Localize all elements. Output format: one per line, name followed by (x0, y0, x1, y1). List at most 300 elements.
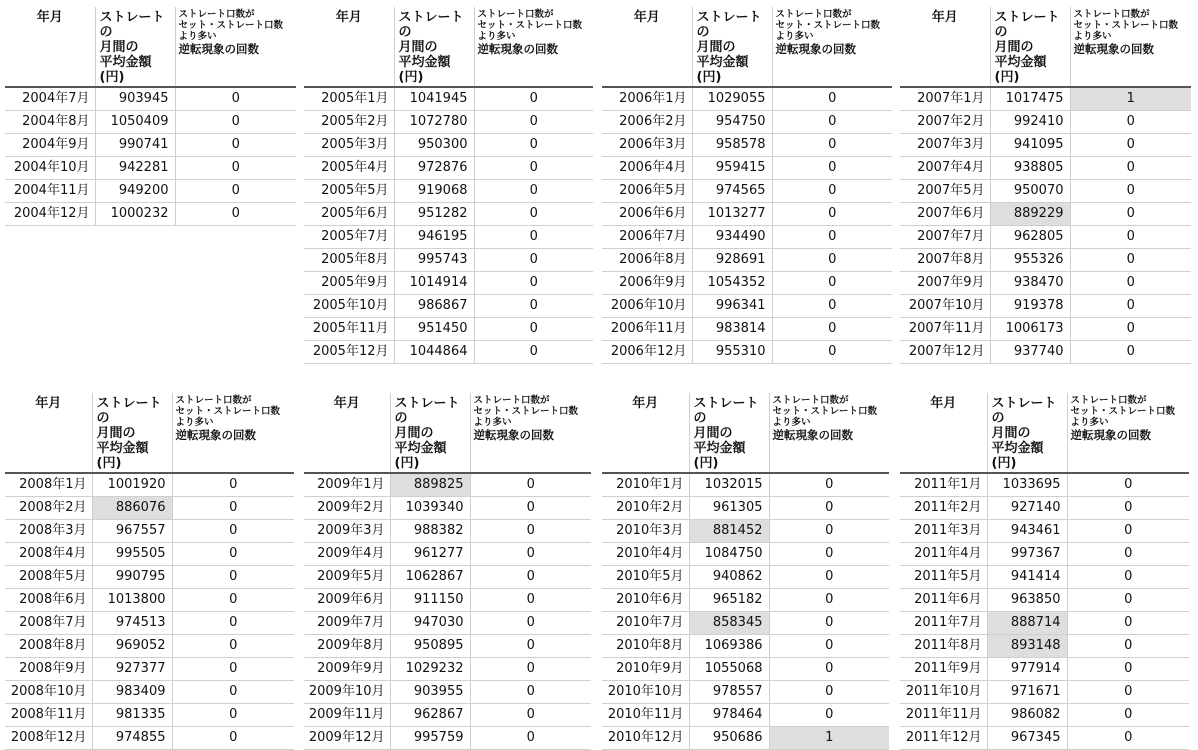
year-month-cell: 2005年9月 (304, 271, 394, 294)
year-month-cell: 2009年9月 (304, 657, 390, 680)
table-row (900, 317, 1191, 340)
reversal-count-cell: 0 (1070, 340, 1191, 363)
average-amount-cell: 1000232 (95, 202, 175, 225)
header-line: 月間の (96, 425, 136, 441)
reversal-count-cell: 0 (172, 657, 294, 680)
average-amount-cell: 938805 (990, 156, 1070, 179)
average-amount-cell: 942281 (95, 156, 175, 179)
reversal-count-cell: 0 (772, 133, 892, 156)
average-amount-cell: 1050409 (95, 110, 175, 133)
header-row (304, 393, 591, 473)
header-average-amount (390, 393, 470, 473)
average-amount-cell: 1013800 (92, 588, 172, 611)
reversal-count-cell: 0 (1070, 294, 1191, 317)
year-month-cell: 2005年8月 (304, 248, 394, 271)
header-reversal-count (175, 7, 296, 87)
average-amount-cell: 919378 (990, 294, 1070, 317)
header-average-amount (987, 393, 1067, 473)
year-month-cell: 2010年6月 (602, 588, 689, 611)
year-month-cell: 2007年12月 (900, 340, 990, 363)
header-line: 逆転現象の回数 (178, 41, 259, 56)
average-amount-cell: 950895 (390, 634, 470, 657)
year-month-cell: 2004年11月 (5, 179, 95, 202)
average-amount-cell: 1029232 (390, 657, 470, 680)
year-month-cell: 2007年1月 (900, 87, 990, 111)
year-month-cell: 2008年11月 (5, 703, 92, 726)
year-month-cell: 2011年2月 (900, 496, 987, 519)
table-row (900, 588, 1189, 611)
reversal-count-cell: 0 (772, 179, 892, 202)
reversal-count-cell: 0 (470, 657, 591, 680)
header-line: ストレートの (394, 396, 460, 426)
average-amount-cell: 1017475 (990, 87, 1070, 111)
year-month-cell: 2007年4月 (900, 156, 990, 179)
reversal-count-cell: 0 (172, 519, 294, 542)
header-row (900, 7, 1191, 87)
average-amount-cell: 946195 (394, 225, 474, 248)
reversal-count-cell: 0 (1067, 496, 1189, 519)
year-month-cell: 2007年7月 (900, 225, 990, 248)
average-amount-cell: 881452 (689, 519, 769, 542)
reversal-count-cell: 0 (1067, 588, 1189, 611)
reversal-count-cell: 0 (1067, 726, 1189, 749)
header-reversal-count (1067, 393, 1189, 473)
year-month-cell: 2011年5月 (900, 565, 987, 588)
reversal-count-cell: 0 (175, 202, 296, 225)
reversal-count-cell: 0 (769, 588, 889, 611)
year-month-cell: 2011年4月 (900, 542, 987, 565)
year-month-cell: 2007年6月 (900, 202, 990, 225)
table-row (900, 248, 1191, 271)
table-row (304, 473, 591, 497)
average-amount-cell: 971671 (987, 680, 1067, 703)
year-month-cell: 2004年8月 (5, 110, 95, 133)
reversal-count-cell: 0 (474, 110, 593, 133)
header-line: セット・ストレート口数 (178, 19, 284, 31)
table-row (304, 542, 591, 565)
reversal-count-cell: 0 (474, 294, 593, 317)
average-amount-cell: 1029055 (692, 87, 772, 111)
header-line: ストレートの (696, 10, 762, 40)
year-month-cell: 2010年8月 (602, 634, 689, 657)
average-amount-cell: 972876 (394, 156, 474, 179)
table-row (5, 680, 294, 703)
year-month-cell: 2009年7月 (304, 611, 390, 634)
year-month-cell: 2008年7月 (5, 611, 92, 634)
table-row (900, 156, 1191, 179)
average-amount-cell: 858345 (689, 611, 769, 634)
average-amount-cell: 995759 (390, 726, 470, 749)
year-month-cell: 2009年12月 (304, 726, 390, 749)
year-month-cell: 2009年2月 (304, 496, 390, 519)
year-month-cell: 2010年2月 (602, 496, 689, 519)
header-line: 月間の (99, 39, 139, 55)
table-row (5, 110, 296, 133)
year-month-cell: 2008年8月 (5, 634, 92, 657)
reversal-count-cell: 0 (175, 179, 296, 202)
average-amount-cell: 903955 (390, 680, 470, 703)
table-row (5, 519, 294, 542)
header-line: 月間の (696, 39, 736, 55)
average-amount-cell: 950300 (394, 133, 474, 156)
header-year-month: 年月 (900, 393, 987, 473)
year-month-cell: 2010年11月 (602, 703, 689, 726)
year-month-cell: 2006年12月 (602, 340, 692, 363)
average-amount-cell: 937740 (990, 340, 1070, 363)
reversal-count-cell: 0 (1067, 565, 1189, 588)
table-row (900, 634, 1189, 657)
reversal-count-cell: 0 (772, 202, 892, 225)
table-row (900, 110, 1191, 133)
year-month-cell: 2008年12月 (5, 726, 92, 749)
data-table (304, 393, 591, 750)
year-month-cell: 2007年2月 (900, 110, 990, 133)
header-average-amount (692, 7, 772, 87)
reversal-count-cell: 0 (1067, 473, 1189, 497)
reversal-count-cell: 1 (1070, 87, 1191, 111)
reversal-count-cell: 0 (1070, 202, 1191, 225)
table-row (602, 634, 889, 657)
reversal-count-cell: 0 (1070, 133, 1191, 156)
average-amount-cell: 995743 (394, 248, 474, 271)
table-row (602, 156, 892, 179)
table-row (602, 657, 889, 680)
header-line: セット・ストレート口数 (772, 405, 878, 417)
reversal-count-cell: 0 (1070, 248, 1191, 271)
header-line: 平均金額(円) (99, 54, 152, 85)
table-row (602, 473, 889, 497)
reversal-count-cell: 0 (470, 496, 591, 519)
header-line: ストレート口数が (775, 9, 852, 20)
header-line: ストレート口数が (772, 395, 849, 406)
average-amount-cell: 978464 (689, 703, 769, 726)
table-row (5, 87, 296, 111)
reversal-count-cell: 0 (474, 202, 593, 225)
header-line: 逆転現象の回数 (175, 427, 256, 442)
year-month-cell: 2004年10月 (5, 156, 95, 179)
table-row (900, 202, 1191, 225)
year-month-cell: 2009年1月 (304, 473, 390, 497)
year-month-cell: 2004年9月 (5, 133, 95, 156)
table-row (900, 542, 1189, 565)
year-month-cell: 2011年10月 (900, 680, 987, 703)
header-line: より多い (473, 416, 512, 428)
year-month-cell: 2009年5月 (304, 565, 390, 588)
reversal-count-cell: 0 (172, 634, 294, 657)
reversal-count-cell: 0 (772, 110, 892, 133)
header-line: セット・ストレート口数 (175, 405, 281, 417)
table-row (5, 156, 296, 179)
table-row (602, 519, 889, 542)
table-row (602, 225, 892, 248)
year-month-cell: 2008年3月 (5, 519, 92, 542)
average-amount-cell: 943461 (987, 519, 1067, 542)
header-row (5, 393, 294, 473)
average-amount-cell: 959415 (692, 156, 772, 179)
year-month-cell: 2010年12月 (602, 726, 689, 749)
header-line: 逆転現象の回数 (473, 427, 554, 442)
year-month-cell: 2006年4月 (602, 156, 692, 179)
header-reversal-count (470, 393, 591, 473)
average-amount-cell: 886076 (92, 496, 172, 519)
reversal-count-cell: 0 (769, 680, 889, 703)
reversal-count-cell: 0 (474, 340, 593, 363)
average-amount-cell: 889825 (390, 473, 470, 497)
table-row (304, 156, 593, 179)
year-month-cell: 2010年5月 (602, 565, 689, 588)
average-amount-cell: 967345 (987, 726, 1067, 749)
year-month-cell: 2005年11月 (304, 317, 394, 340)
table-row (602, 588, 889, 611)
average-amount-cell: 1084750 (689, 542, 769, 565)
table-row (602, 294, 892, 317)
header-line: 月間の (398, 39, 438, 55)
table-row (5, 179, 296, 202)
header-year-month: 年月 (5, 7, 95, 87)
average-amount-cell: 967557 (92, 519, 172, 542)
year-month-cell: 2010年10月 (602, 680, 689, 703)
year-month-cell: 2005年1月 (304, 87, 394, 111)
year-month-cell: 2008年10月 (5, 680, 92, 703)
header-average-amount (394, 7, 474, 87)
table-row (900, 133, 1191, 156)
table-row (602, 202, 892, 225)
average-amount-cell: 903945 (95, 87, 175, 111)
average-amount-cell: 961277 (390, 542, 470, 565)
data-table (602, 7, 892, 364)
reversal-count-cell: 0 (772, 317, 892, 340)
header-row (900, 393, 1189, 473)
average-amount-cell: 965182 (689, 588, 769, 611)
average-amount-cell: 934490 (692, 225, 772, 248)
table-row (900, 680, 1189, 703)
average-amount-cell: 1039340 (390, 496, 470, 519)
year-month-cell: 2006年3月 (602, 133, 692, 156)
table-row (5, 588, 294, 611)
year-month-cell: 2009年8月 (304, 634, 390, 657)
reversal-count-cell: 0 (1067, 519, 1189, 542)
average-amount-cell: 983409 (92, 680, 172, 703)
table-row (602, 271, 892, 294)
table-row (304, 87, 593, 111)
reversal-count-cell: 0 (172, 473, 294, 497)
header-line: 逆転現象の回数 (775, 41, 856, 56)
header-row (5, 7, 296, 87)
year-month-cell: 2011年1月 (900, 473, 987, 497)
reversal-count-cell: 0 (769, 542, 889, 565)
year-month-cell: 2006年5月 (602, 179, 692, 202)
average-amount-cell: 1044864 (394, 340, 474, 363)
header-year-month: 年月 (304, 393, 390, 473)
header-line: 逆転現象の回数 (772, 427, 853, 442)
average-amount-cell: 969052 (92, 634, 172, 657)
year-month-cell: 2011年8月 (900, 634, 987, 657)
header-line: より多い (178, 30, 217, 42)
year-month-cell: 2006年7月 (602, 225, 692, 248)
average-amount-cell: 981335 (92, 703, 172, 726)
reversal-count-cell: 0 (1070, 317, 1191, 340)
header-reversal-count (474, 7, 593, 87)
table-row (602, 496, 889, 519)
reversal-count-cell: 0 (772, 225, 892, 248)
reversal-count-cell: 0 (772, 156, 892, 179)
header-line: より多い (775, 30, 814, 42)
table-row (900, 340, 1191, 363)
average-amount-cell: 962805 (990, 225, 1070, 248)
reversal-count-cell: 0 (769, 473, 889, 497)
year-month-cell: 2007年11月 (900, 317, 990, 340)
table-row (900, 87, 1191, 111)
reversal-count-cell: 0 (470, 473, 591, 497)
reversal-count-cell: 0 (470, 634, 591, 657)
table-row (5, 657, 294, 680)
data-table (602, 393, 889, 750)
year-month-cell: 2011年9月 (900, 657, 987, 680)
year-month-cell: 2010年3月 (602, 519, 689, 542)
year-month-cell: 2005年2月 (304, 110, 394, 133)
table-row (304, 340, 593, 363)
table-row (900, 294, 1191, 317)
header-year-month: 年月 (304, 7, 394, 87)
average-amount-cell: 949200 (95, 179, 175, 202)
header-year-month: 年月 (602, 393, 689, 473)
reversal-count-cell: 0 (1067, 703, 1189, 726)
reversal-count-cell: 0 (769, 519, 889, 542)
year-month-cell: 2006年1月 (602, 87, 692, 111)
header-year-month: 年月 (5, 393, 92, 473)
header-line: 月間の (991, 425, 1031, 441)
average-amount-cell: 958578 (692, 133, 772, 156)
average-amount-cell: 1001920 (92, 473, 172, 497)
year-month-cell: 2007年3月 (900, 133, 990, 156)
table-row (5, 703, 294, 726)
average-amount-cell: 955326 (990, 248, 1070, 271)
year-month-cell: 2010年9月 (602, 657, 689, 680)
table-row (304, 657, 591, 680)
header-line: ストレートの (99, 10, 165, 40)
header-line: セット・ストレート口数 (1073, 19, 1179, 31)
year-month-cell: 2006年9月 (602, 271, 692, 294)
table-row (602, 340, 892, 363)
year-month-cell: 2008年9月 (5, 657, 92, 680)
reversal-count-cell: 0 (175, 110, 296, 133)
table-row (304, 317, 593, 340)
table-row (900, 611, 1189, 634)
year-month-cell: 2008年4月 (5, 542, 92, 565)
average-amount-cell: 992410 (990, 110, 1070, 133)
reversal-count-cell: 0 (474, 87, 593, 111)
average-amount-cell: 940862 (689, 565, 769, 588)
table-row (304, 588, 591, 611)
year-month-cell: 2005年12月 (304, 340, 394, 363)
reversal-count-cell: 0 (1070, 110, 1191, 133)
header-reversal-count (172, 393, 294, 473)
table-row (5, 565, 294, 588)
average-amount-cell: 1013277 (692, 202, 772, 225)
year-month-cell: 2010年1月 (602, 473, 689, 497)
table-row (304, 680, 591, 703)
year-month-cell: 2008年2月 (5, 496, 92, 519)
reversal-count-cell: 0 (474, 225, 593, 248)
average-amount-cell: 997367 (987, 542, 1067, 565)
average-amount-cell: 927377 (92, 657, 172, 680)
table-row (5, 133, 296, 156)
table-row (602, 611, 889, 634)
average-amount-cell: 978557 (689, 680, 769, 703)
header-line: ストレートの (693, 396, 759, 426)
year-month-cell: 2011年12月 (900, 726, 987, 749)
data-table (5, 7, 296, 226)
reversal-count-cell: 0 (474, 156, 593, 179)
header-line: 月間の (693, 425, 733, 441)
year-month-cell: 2005年4月 (304, 156, 394, 179)
data-table (900, 393, 1189, 750)
reversal-count-cell: 0 (1070, 179, 1191, 202)
header-line: より多い (477, 30, 516, 42)
reversal-count-cell: 0 (1070, 271, 1191, 294)
reversal-count-cell: 0 (172, 588, 294, 611)
reversal-count-cell: 0 (470, 611, 591, 634)
year-month-cell: 2009年4月 (304, 542, 390, 565)
reversal-count-cell: 0 (172, 726, 294, 749)
table-row (900, 657, 1189, 680)
reversal-count-cell: 0 (172, 703, 294, 726)
reversal-count-cell: 0 (175, 87, 296, 111)
year-month-cell: 2011年6月 (900, 588, 987, 611)
header-line: ストレートの (96, 396, 162, 426)
table-row (602, 680, 889, 703)
average-amount-cell: 1033695 (987, 473, 1067, 497)
average-amount-cell: 1072780 (394, 110, 474, 133)
header-line: より多い (1070, 416, 1109, 428)
header-average-amount (92, 393, 172, 473)
average-amount-cell: 995505 (92, 542, 172, 565)
reversal-count-cell: 0 (470, 703, 591, 726)
year-month-cell: 2007年9月 (900, 271, 990, 294)
table-row (602, 317, 892, 340)
average-amount-cell: 990795 (92, 565, 172, 588)
average-amount-cell: 928691 (692, 248, 772, 271)
header-line: セット・ストレート口数 (775, 19, 881, 31)
table-row (304, 496, 591, 519)
reversal-count-cell: 0 (772, 248, 892, 271)
average-amount-cell: 941095 (990, 133, 1070, 156)
reversal-count-cell: 1 (769, 726, 889, 749)
header-reversal-count (1070, 7, 1191, 87)
average-amount-cell: 950686 (689, 726, 769, 749)
header-line: セット・ストレート口数 (1070, 405, 1176, 417)
average-amount-cell: 941414 (987, 565, 1067, 588)
reversal-count-cell: 0 (470, 519, 591, 542)
average-amount-cell: 990741 (95, 133, 175, 156)
header-line: ストレート口数が (1073, 9, 1150, 20)
reversal-count-cell: 0 (1070, 156, 1191, 179)
average-amount-cell: 1062867 (390, 565, 470, 588)
table-row (900, 473, 1189, 497)
table-row (304, 703, 591, 726)
reversal-count-cell: 0 (769, 634, 889, 657)
reversal-count-cell: 0 (470, 588, 591, 611)
average-amount-cell: 888714 (987, 611, 1067, 634)
year-month-cell: 2006年8月 (602, 248, 692, 271)
table-row (5, 542, 294, 565)
year-month-cell: 2005年3月 (304, 133, 394, 156)
year-month-cell: 2009年10月 (304, 680, 390, 703)
average-amount-cell: 986082 (987, 703, 1067, 726)
header-line: 平均金額(円) (991, 440, 1044, 471)
average-amount-cell: 974565 (692, 179, 772, 202)
table-row (5, 473, 294, 497)
